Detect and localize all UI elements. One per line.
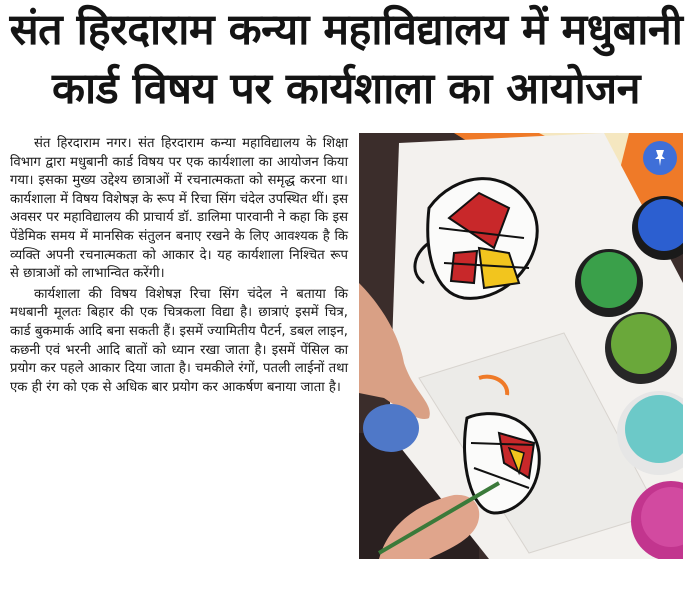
pin-button[interactable]	[643, 141, 677, 175]
headline-line-1: संत हिरदाराम कन्या महाविद्यालय में मधुबानी	[9, 5, 683, 55]
pin-icon	[650, 148, 670, 168]
article-paragraph-2: कार्यशाला की विषय विशेषज्ञ रिचा सिंग चंदेल ने बताया कि मधबानी मूलतः बिहार की एक चित्रकला विद्या है। छात्राएं इसमें चित्र, कार्ड बुकमार्क आदि बना सकती हैं। इसमें ज्यामितीय पैटर्न, डबल लाइन, कछनी एवं भरनी आदि बातों को ध्यान रखा जाता है। इसमें पेंसिल का प्रयोग कर पहले आकार दिया जाता है। चमकीले रंगों, पतली लाईनों तथा एक ही रंग को एक से अधिक बार प्रयोग कर आकर्षण बनाया जाता है।	[10, 286, 348, 395]
madhubani-painting-illustration	[359, 133, 683, 559]
article-body	[10, 135, 348, 397]
headline-line-2: कार्ड विषय पर कार्यशाला का आयोजन	[51, 64, 641, 114]
workshop-photo	[359, 133, 683, 559]
article-paragraph-1: संत हिरदाराम नगर। संत हिरदाराम कन्या महाविद्यालय के शिक्षा विभाग द्वारा मधुबानी कार्ड विषय पर एक कार्यशाला का आयोजन किया गया। इसका मुख्य उद्देश्य छात्राओं में रचनात्मकता को समृद्ध करना था। कार्यशाला में विषय विशेषज्ञ के रूप में रिचा सिंग चंदेल उपस्थित थीं। इस अवसर पर महाविद्यालय की प्राचार्य डॉ. डालिमा पारवानी ने कहा कि इस पेंडेमिक समय में मानसिक संतुलन बनाए रखने के लिए आवश्यक है कि व्यक्ति अपनी रचनात्मकता को आकार दे। यह कार्यशाला निश्चित रूप से छात्राओं को लाभान्वित करेंगी।	[10, 136, 348, 282]
